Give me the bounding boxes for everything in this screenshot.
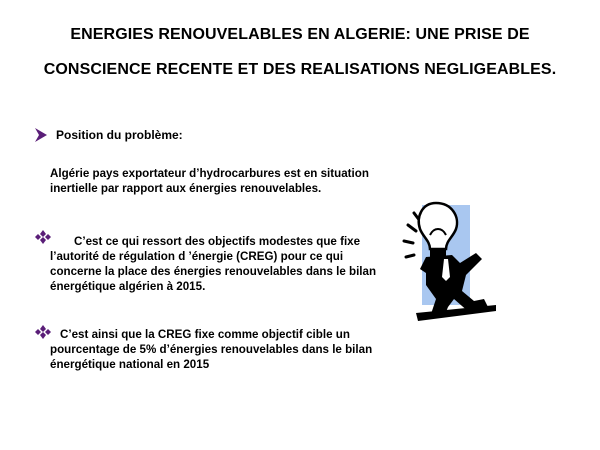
slide-title-line-2: CONSCIENCE RECENTE ET DES REALISATIONS NEGLIGEABLES. <box>43 61 557 78</box>
paragraph-2 <box>50 234 395 294</box>
paragraph-1: Algérie pays exportateur d’hydrocarbures est en situation inertielle par rapport aux énergies renouvelables. <box>50 167 369 195</box>
paragraph-2-text: C’est ce qui ressort des objectifs modestes que fixe l’autorité de régulation d ’énergie (CREG) pour ce qui concerne la place des énergies renouvelables dans le bilan énergétique algérien à 2015. <box>50 235 377 293</box>
section-heading-label: Position du problème: <box>56 128 183 142</box>
arrow-bullet-icon <box>34 127 48 143</box>
lightbulb-man-icon <box>396 195 498 323</box>
section-heading <box>34 125 183 145</box>
paragraph-3 <box>50 327 395 372</box>
slide-title-line-1: ENERGIES RENOUVELABLES EN ALGERIE: UNE PRISE DE <box>70 26 530 43</box>
paragraph-3-text: C’est ainsi que la CREG fixe comme objectif cible un pourcentage de 5% d’énergies renouvelables dans le bilan énergétique national en 2015 <box>50 328 373 371</box>
